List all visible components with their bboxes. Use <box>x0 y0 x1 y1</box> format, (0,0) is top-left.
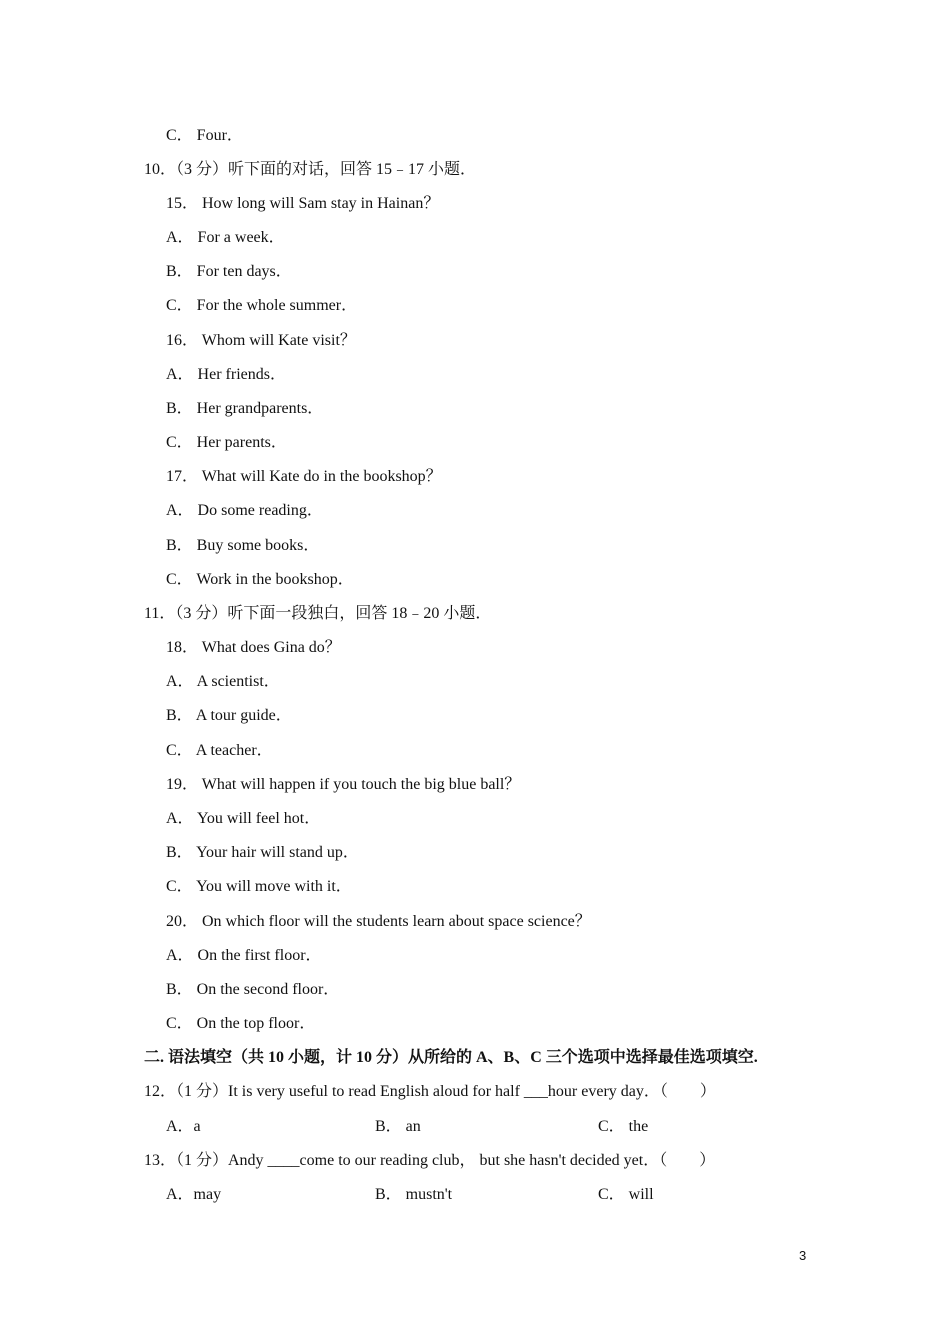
option-c: C． the <box>598 1118 649 1135</box>
option-c: C． will <box>598 1186 654 1203</box>
question-12: 12．（1 分）It is very useful to read English aloud for half ___hour every day．（ ） <box>144 1083 716 1100</box>
question-13: 13．（1 分）Andy ____come to our reading club， but she hasn't decided yet．（ ） <box>144 1152 716 1169</box>
option-line: B． For ten days． <box>166 263 292 280</box>
sub-question-20: 20． On which floor will the students learn about space science？ <box>166 913 591 930</box>
option-line: A． A scientist． <box>166 673 280 690</box>
option-line: A． Her friends． <box>166 366 286 383</box>
question-12-options <box>166 1117 766 1137</box>
page-number: 3 <box>799 1248 807 1263</box>
option-line: C． You will move with it． <box>166 878 352 895</box>
sub-question-18: 18． What does Gina do？ <box>166 639 341 656</box>
question-11: 11．（3 分）听下面一段独白，回答 18﹣20 小题． <box>144 605 492 622</box>
option-line: C． For the whole summer． <box>166 297 358 314</box>
option-line: A． Do some reading． <box>166 502 323 519</box>
option-b: B． an <box>375 1118 421 1135</box>
sub-question-15: 15． How long will Sam stay in Hainan？ <box>166 195 440 212</box>
option-line: A． You will feel hot． <box>166 810 321 827</box>
question-10: 10．（3 分）听下面的对话，回答 15﹣17 小题． <box>144 161 477 178</box>
option-line: B． Your hair will stand up． <box>166 844 359 861</box>
option-a: A．a <box>166 1118 201 1135</box>
option-line: B． A tour guide． <box>166 707 292 724</box>
option-line: A． On the first floor． <box>166 947 322 964</box>
option-line: B． On the second floor． <box>166 981 340 998</box>
sub-question-17: 17． What will Kate do in the bookshop？ <box>166 468 442 485</box>
sub-question-16: 16． Whom will Kate visit？ <box>166 332 356 349</box>
option-line: B． Buy some books． <box>166 537 320 554</box>
option-line: B． Her grandparents． <box>166 400 324 417</box>
option-a: A．may <box>166 1186 222 1203</box>
sub-question-19: 19． What will happen if you touch the big blue ball？ <box>166 776 521 793</box>
option-line: C． Her parents． <box>166 434 287 451</box>
option-b: B． mustn't <box>375 1186 453 1203</box>
option-line: A． For a week． <box>166 229 285 246</box>
option-line: C． A teacher． <box>166 742 273 759</box>
section-heading: 二. 语法填空（共 10 小题，计 10 分）从所给的 A、B、C 三个选项中选择最佳选项填空. <box>144 1049 758 1066</box>
option-line: C． Four． <box>166 127 243 144</box>
question-13-options <box>166 1185 766 1205</box>
option-line: C． Work in the bookshop． <box>166 571 354 588</box>
option-line: C． On the top floor． <box>166 1015 316 1032</box>
